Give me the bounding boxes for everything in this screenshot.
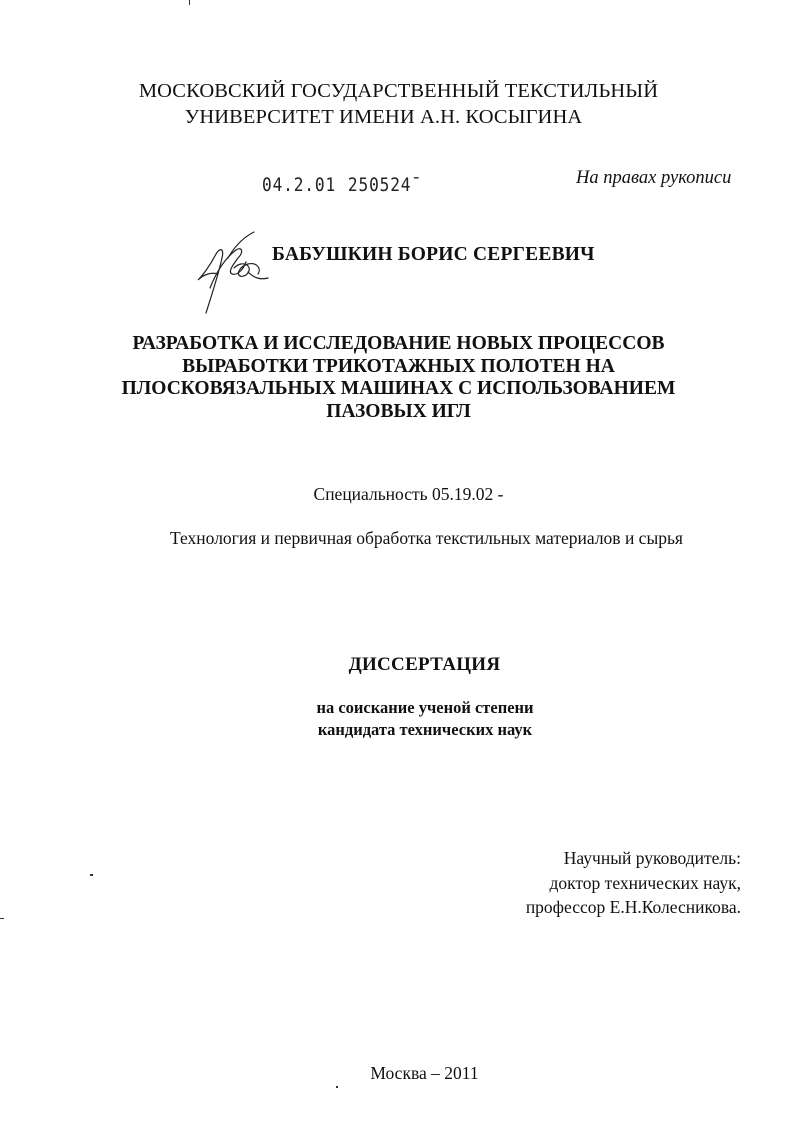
registration-date-code: 04.2.01 <box>262 174 337 196</box>
supervisor-label: Научный руководитель: <box>563 848 741 868</box>
dissertation-title <box>0 333 797 423</box>
author-name: БАБУШКИН БОРИС СЕРГЕЕВИЧ <box>272 244 595 265</box>
specialty-field: Технология и первичная обработка текстильных материалов и сырья <box>170 528 683 548</box>
title-line-4: ПАЗОВЫХ ИГЛ <box>326 400 471 422</box>
scan-mark <box>189 0 190 5</box>
city-year-text: Москва – 2011 <box>370 1063 479 1083</box>
title-line-2: ВЫРАБОТКИ ТРИКОТАЖНЫХ ПОЛОТЕН НА <box>182 355 615 377</box>
degree-line-2: кандидата технических наук <box>317 720 533 739</box>
document-type: ДИССЕРТАЦИЯ <box>348 654 501 675</box>
title-line-3: ПЛОСКОВЯЗАЛЬНЫХ МАШИНАХ С ИСПОЛЬЗОВАНИЕМ <box>121 378 676 399</box>
registration-number: 250524 <box>347 174 412 196</box>
scan-speck <box>0 918 4 919</box>
signature-icon <box>188 228 278 318</box>
scan-speck <box>90 874 93 876</box>
supervisor-degree: доктор технических наук, <box>549 872 741 893</box>
scan-speck <box>336 1086 338 1088</box>
title-line-1: РАЗРАБОТКА И ИССЛЕДОВАНИЕ НОВЫХ ПРОЦЕССОВ <box>132 333 665 354</box>
supervisor-name: профессор Е.Н.Колесникова. <box>525 897 741 917</box>
city-year <box>0 1063 797 1084</box>
university-line-2: УНИВЕРСИТЕТ ИМЕНИ А.Н. КОСЫГИНА <box>184 106 583 128</box>
university-header <box>0 78 797 130</box>
degree-line-1: на соискание ученой степени <box>316 698 534 717</box>
university-line-1: МОСКОВСКИЙ ГОСУДАРСТВЕННЫЙ ТЕКСТИЛЬНЫЙ <box>138 80 659 102</box>
supervisor-block <box>526 846 741 920</box>
registration-stamp: 04.2.01 250524ˉ <box>262 174 422 196</box>
degree-block <box>0 697 797 741</box>
rights-note: На правах рукописи <box>576 168 732 188</box>
specialty-code: Специальность 05.19.02 - <box>313 484 504 504</box>
